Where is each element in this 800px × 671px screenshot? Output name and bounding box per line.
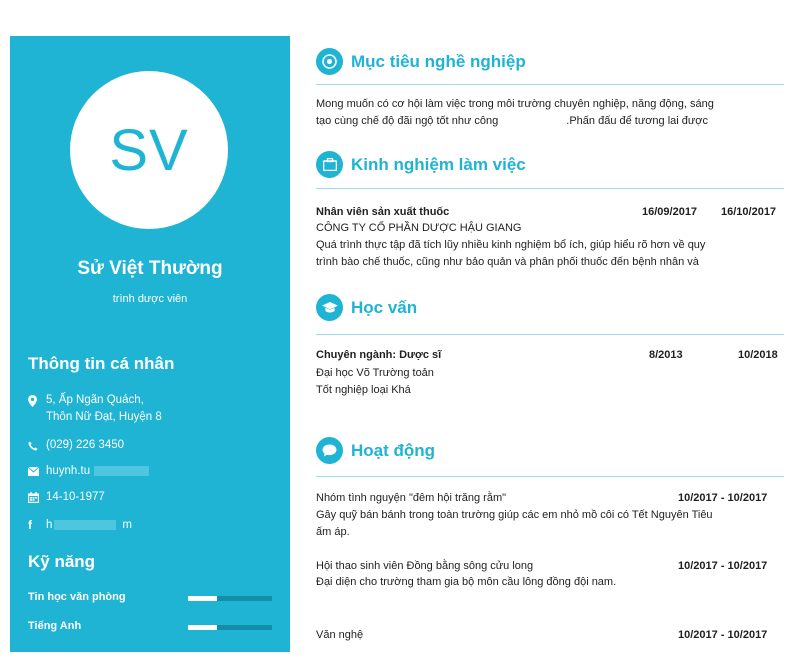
objective-section-title <box>316 48 526 75</box>
job-start-date: 16/09/2017 <box>642 206 698 218</box>
activity-dates: 10/2017 - 10/2017 <box>678 492 768 504</box>
education-major: Chuyên ngành: Dược sĩ <box>316 349 442 361</box>
education-start-date: 8/2013 <box>649 349 683 361</box>
skill-label: Tiếng Anh <box>28 620 82 632</box>
facebook-redaction <box>54 520 116 530</box>
skill-item <box>28 591 272 605</box>
activity-entry-header <box>316 560 784 575</box>
facebook-row <box>28 517 132 534</box>
email-row <box>28 463 149 480</box>
education-grade: Tốt nghiệp loại Khá <box>316 384 411 396</box>
job-position: Nhân viên sản xuất thuốc <box>316 206 450 218</box>
education-entry-header <box>316 349 784 364</box>
divider <box>316 188 784 189</box>
activity-entry-header <box>316 629 784 644</box>
personal-info-heading: Thông tin cá nhân <box>28 354 175 373</box>
phone-number: (029) 226 3450 <box>46 439 125 451</box>
target-icon <box>316 48 343 75</box>
activity-dates: 10/2017 - 10/2017 <box>678 629 768 641</box>
experience-entry-header <box>316 206 784 221</box>
school-name: Đại học Võ Trường toản <box>316 367 434 379</box>
birthday-row <box>28 489 105 506</box>
activities-section-title <box>316 437 435 464</box>
activity-description-line2: ấm áp. <box>316 526 350 538</box>
skill-level-bar <box>188 596 272 601</box>
activity-description-line1: Đại diện cho trường tham gia bộ môn cầu lông đồng đội nam. <box>316 576 617 588</box>
address-row <box>28 392 162 426</box>
phone-icon <box>28 437 44 454</box>
experience-section-title <box>316 151 526 178</box>
divider <box>316 84 784 85</box>
skill-level-fill <box>188 625 217 630</box>
skill-item <box>28 620 272 634</box>
objective-line2-end: .Phấn đấu để tương lai được <box>566 115 708 127</box>
education-section-title <box>316 294 417 321</box>
divider <box>316 476 784 477</box>
chat-bubble-icon <box>316 437 343 464</box>
objective-line1: Mong muốn có cơ hội làm việc trong môi trường chuyên nghiệp, năng động, sáng <box>316 98 714 110</box>
activity-dates: 10/2017 - 10/2017 <box>678 560 768 572</box>
profile-sidebar <box>10 36 290 652</box>
email-redaction <box>94 466 149 476</box>
profile-role: trình dược viên <box>112 293 188 305</box>
facebook-start: h <box>46 519 53 531</box>
redaction <box>498 116 566 126</box>
divider <box>316 334 784 335</box>
experience-title: Kinh nghiệm làm việc <box>351 154 526 174</box>
facebook-icon: f <box>28 518 32 532</box>
job-end-date: 16/10/2017 <box>721 206 777 218</box>
education-end-date: 10/2018 <box>738 349 778 361</box>
company-name: CÔNG TY CỔ PHẦN DƯỢC HẬU GIANG <box>316 222 522 234</box>
skill-label: Tin học văn phòng <box>28 591 126 603</box>
objective-title: Mục tiêu nghề nghiệp <box>351 51 526 71</box>
address-line2: Thôn Nữ Đạt, Huyện 8 <box>46 411 162 423</box>
facebook-end: m <box>122 519 132 531</box>
skill-level-fill <box>188 596 217 601</box>
email-icon <box>28 463 44 480</box>
profile-name: Sử Việt Thường <box>77 258 223 279</box>
skill-level-bar <box>188 625 272 630</box>
job-description-line2: trình bào chế thuốc, cũng như bảo quản và phân phối thuốc đến bệnh nhân và <box>316 256 699 268</box>
phone-row <box>28 437 124 454</box>
avatar-initials: SV <box>109 117 189 183</box>
objective-text <box>316 96 778 130</box>
objective-line2-start: tạo cùng chế độ đãi ngộ tốt như công <box>316 115 499 127</box>
activity-name: Nhóm tình nguyện "đêm hội trăng rằm" <box>316 492 507 504</box>
activities-title: Hoạt động <box>351 440 436 460</box>
location-pin-icon <box>28 392 44 409</box>
activity-name: Văn nghệ <box>316 629 364 641</box>
avatar <box>70 71 228 229</box>
email-address: huynh.tu <box>46 465 91 477</box>
calendar-icon <box>28 489 44 506</box>
briefcase-icon <box>316 151 343 178</box>
activity-description-line1: Gây quỹ bán bánh trong toàn trường giúp các em nhỏ mồ côi có Tết Nguyên Tiêu <box>316 509 713 521</box>
graduation-cap-icon <box>316 294 343 321</box>
activity-entry-header <box>316 492 784 507</box>
education-title: Học vấn <box>351 297 418 317</box>
birthday: 14-10-1977 <box>46 491 105 503</box>
activity-name: Hội thao sinh viên Đồng bằng sông cửu long <box>316 560 534 572</box>
address-line1: 5, Ấp Ngãn Quách, <box>46 394 144 406</box>
skills-heading: Kỹ năng <box>28 552 96 571</box>
job-description-line1: Quá trình thực tập đã tích lũy nhiều kinh nghiệm bổ ích, giúp hiểu rõ hơn về quy <box>316 239 706 251</box>
